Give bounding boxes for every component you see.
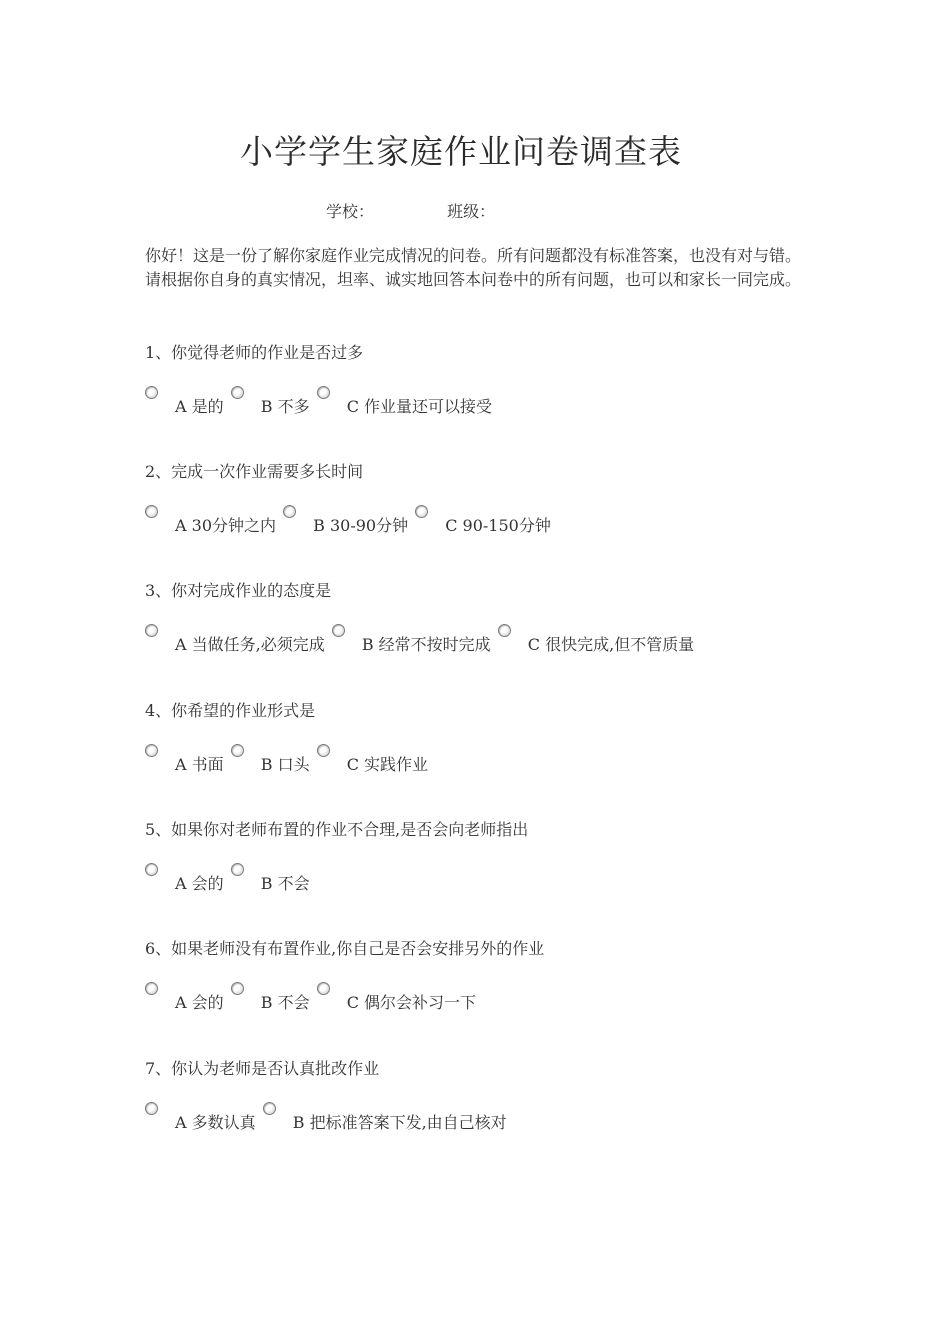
option-label: A 当做任务,必须完成 [175, 635, 325, 654]
question-6 [145, 938, 544, 1016]
option-2b[interactable] [283, 513, 408, 539]
question-text: 6、如果老师没有布置作业,你自己是否会安排另外的作业 [145, 939, 545, 958]
question-1 [145, 342, 494, 420]
question-text: 1、你觉得老师的作业是否过多 [145, 343, 364, 362]
option-label: B 不会 [260, 993, 310, 1012]
options-row [145, 394, 494, 420]
option-1a[interactable] [145, 394, 224, 420]
question-text: 3、你对完成作业的态度是 [145, 581, 332, 600]
question-text: 4、你希望的作业形式是 [145, 701, 316, 720]
radio-button-icon[interactable] [317, 982, 330, 995]
options-row [145, 632, 696, 658]
option-label: B 口头 [260, 755, 310, 774]
option-label: B 把标准答案下发,由自己核对 [292, 1113, 507, 1132]
radio-button-icon[interactable] [231, 744, 244, 757]
radio-button-icon[interactable] [145, 386, 158, 399]
option-1b[interactable] [231, 394, 310, 420]
option-label: B 经常不按时完成 [361, 635, 491, 654]
option-label: A 会的 [175, 993, 224, 1012]
option-2a[interactable] [145, 513, 276, 539]
page-title: 小学学生家庭作业问卷调查表 [240, 132, 682, 171]
intro-paragraph: 你好！这是一份了解你家庭作业完成情况的问卷。所有问题都没有标准答案，也没有对与错。请根据你自身的真实情况，坦率、诚实地回答本问卷中的所有问题，也可以和家长一同完成。 [145, 246, 802, 289]
radio-button-icon[interactable] [317, 744, 330, 757]
option-1c[interactable] [317, 394, 492, 420]
radio-button-icon[interactable] [415, 505, 428, 518]
option-4c[interactable] [317, 752, 428, 778]
option-label: B 不会 [260, 874, 310, 893]
school-class-line [326, 199, 495, 222]
options-row [145, 513, 553, 539]
option-label: C 实践作业 [346, 755, 429, 774]
radio-button-icon[interactable] [145, 1102, 158, 1115]
options-row [145, 752, 430, 778]
option-label: A 是的 [175, 397, 224, 416]
radio-button-icon[interactable] [145, 863, 158, 876]
option-6c[interactable] [317, 990, 476, 1016]
radio-button-icon[interactable] [145, 505, 158, 518]
option-label: B 不多 [260, 397, 310, 416]
radio-button-icon[interactable] [283, 505, 296, 518]
question-text: 2、完成一次作业需要多长时间 [145, 462, 364, 481]
options-row [145, 871, 528, 897]
option-label: A 会的 [175, 874, 224, 893]
radio-button-icon[interactable] [231, 863, 244, 876]
option-4a[interactable] [145, 752, 224, 778]
school-label: 学校： [326, 202, 375, 221]
option-3b[interactable] [332, 632, 491, 658]
radio-button-icon[interactable] [317, 386, 330, 399]
option-7a[interactable] [145, 1110, 256, 1136]
option-label: C 偶尔会补习一下 [346, 993, 477, 1012]
option-label: C 90-150分钟 [445, 516, 551, 535]
question-4 [145, 700, 430, 778]
question-3 [145, 580, 696, 658]
option-5a[interactable] [145, 871, 224, 897]
radio-button-icon[interactable] [231, 386, 244, 399]
radio-button-icon[interactable] [145, 744, 158, 757]
options-row [145, 1110, 509, 1136]
option-3c[interactable] [498, 632, 694, 658]
radio-button-icon[interactable] [263, 1102, 276, 1115]
option-label: A 多数认真 [175, 1113, 256, 1132]
radio-button-icon[interactable] [231, 982, 244, 995]
option-5b[interactable] [231, 871, 310, 897]
option-label: A 书面 [175, 755, 224, 774]
option-6a[interactable] [145, 990, 224, 1016]
question-5 [145, 819, 528, 897]
option-3a[interactable] [145, 632, 325, 658]
question-2 [145, 461, 553, 539]
radio-button-icon[interactable] [332, 624, 345, 637]
class-label: 班级： [447, 202, 496, 221]
radio-button-icon[interactable] [145, 982, 158, 995]
option-6b[interactable] [231, 990, 310, 1016]
question-7 [145, 1058, 509, 1136]
option-4b[interactable] [231, 752, 310, 778]
option-label: A 30分钟之内 [175, 516, 277, 535]
options-row [145, 990, 544, 1016]
option-label: C 作业量还可以接受 [346, 397, 493, 416]
option-label: B 30-90分钟 [313, 516, 409, 535]
option-7b[interactable] [263, 1110, 507, 1136]
radio-button-icon[interactable] [145, 624, 158, 637]
question-text: 7、你认为老师是否认真批改作业 [145, 1059, 380, 1078]
radio-button-icon[interactable] [498, 624, 511, 637]
option-2c[interactable] [415, 513, 551, 539]
option-label: C 很快完成,但不管质量 [527, 635, 695, 654]
question-text: 5、如果你对老师布置的作业不合理,是否会向老师指出 [145, 820, 529, 839]
